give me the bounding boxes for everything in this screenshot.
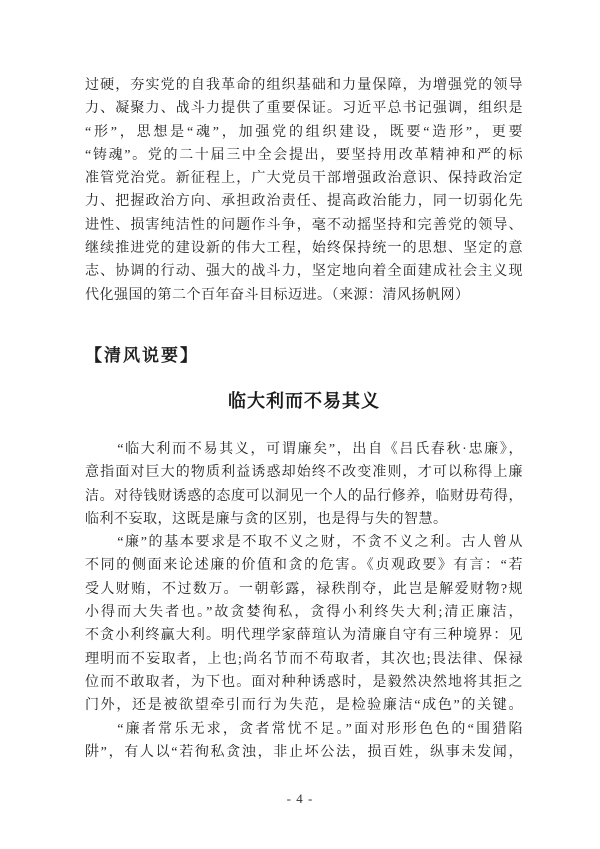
article-body [85, 438, 523, 764]
text-line: 力、凝聚力、战斗力提供了重要保证。习近平总书记强调，组织是 [85, 101, 523, 117]
text-line: “铸魂”。党的二十届三中全会提出，要坚持用改革精神和严的标 [85, 147, 523, 163]
article-title: 临大利而不易其义 [228, 390, 380, 411]
text-line: 意指面对巨大的物质利益诱惑却始终不改变准则，才可以称得上廉 [85, 465, 523, 481]
page-content [85, 0, 523, 764]
text-line: 位而不敢取者，为下也。面对种种诱惑时，是毅然决然地将其拒之 [85, 674, 523, 690]
text-line: 继续推进党的建设新的伟大工程，始终保持统一的思想、坚定的意 [85, 241, 523, 257]
page-number: - 4 - [286, 791, 314, 806]
text-line: 不同的侧面来论述廉的价值和贪的危害。《贞观政要》有言：“若 [85, 558, 523, 574]
text-line: 进性、损害纯洁性的问题作斗争，毫不动摇坚持和完善党的领导、 [85, 217, 523, 233]
text-line: 过硬，夯实党的自我革命的组织基础和力量保障，为增强党的领导 [85, 78, 523, 93]
text-line: 准管党治党。新征程上，广大党员干部增强政治意识、保持政治定 [85, 171, 523, 187]
text-line: 临利不妄取，这既是廉与贪的区别，也是得与失的智慧。 [85, 511, 448, 527]
text-line: “形”，思想是“魂”，加强党的组织建设，既要“造形”，更要 [85, 124, 523, 140]
continued-paragraph [85, 74, 523, 307]
text-line: “廉者常乐无求，贪者常忧不足。”面对形形色色的“围猎陷 [117, 721, 523, 737]
section-heading: 【清风说要】 [85, 345, 199, 365]
text-line: 不贪小利终赢大利。明代理学家薛瑄认为清廉自守有三种境界：见 [85, 628, 523, 644]
text-line: 阱”，有人以“若徇私贪浊，非止坏公法，损百姓，纵事未发闻， [85, 744, 523, 760]
text-line: 洁。对待钱财诱惑的态度可以洞见一个人的品行修养，临财毋苟得， [85, 488, 523, 504]
text-line: 门外，还是被欲望牵引而行为失范，是检验廉洁“成色”的关键。 [85, 698, 523, 714]
text-line: 代化强国的第二个百年奋斗目标迈进。（来源：清风扬帆网） [85, 287, 470, 303]
text-line: “临大利而不易其义，可谓廉矣”，出自《吕氏春秋·忠廉》， [117, 441, 523, 457]
text-line: 小得而大失者也。”故贪婪徇私，贪得小利终失大利;清正廉洁， [85, 605, 523, 621]
paragraph-2 [85, 531, 523, 717]
text-line: 受人财贿，不过数万。一朝彰露，禄秩削夺，此岂是解爱财物?规 [85, 581, 523, 597]
text-line: “廉”的基本要求是不取不义之财，不贪不义之利。古人曾从 [117, 535, 523, 551]
paragraph-3 [85, 718, 523, 765]
text-line: 理明而不妄取者，上也;尚名节而不苟取者，其次也;畏法律、保禄 [85, 651, 523, 667]
text-line: 志、协调的行动、强大的战斗力，坚定地向着全面建成社会主义现 [85, 264, 523, 280]
paragraph-1 [85, 438, 523, 531]
text-line: 力、把握政治方向、承担政治责任、提高政治能力，同一切弱化先 [85, 194, 523, 210]
